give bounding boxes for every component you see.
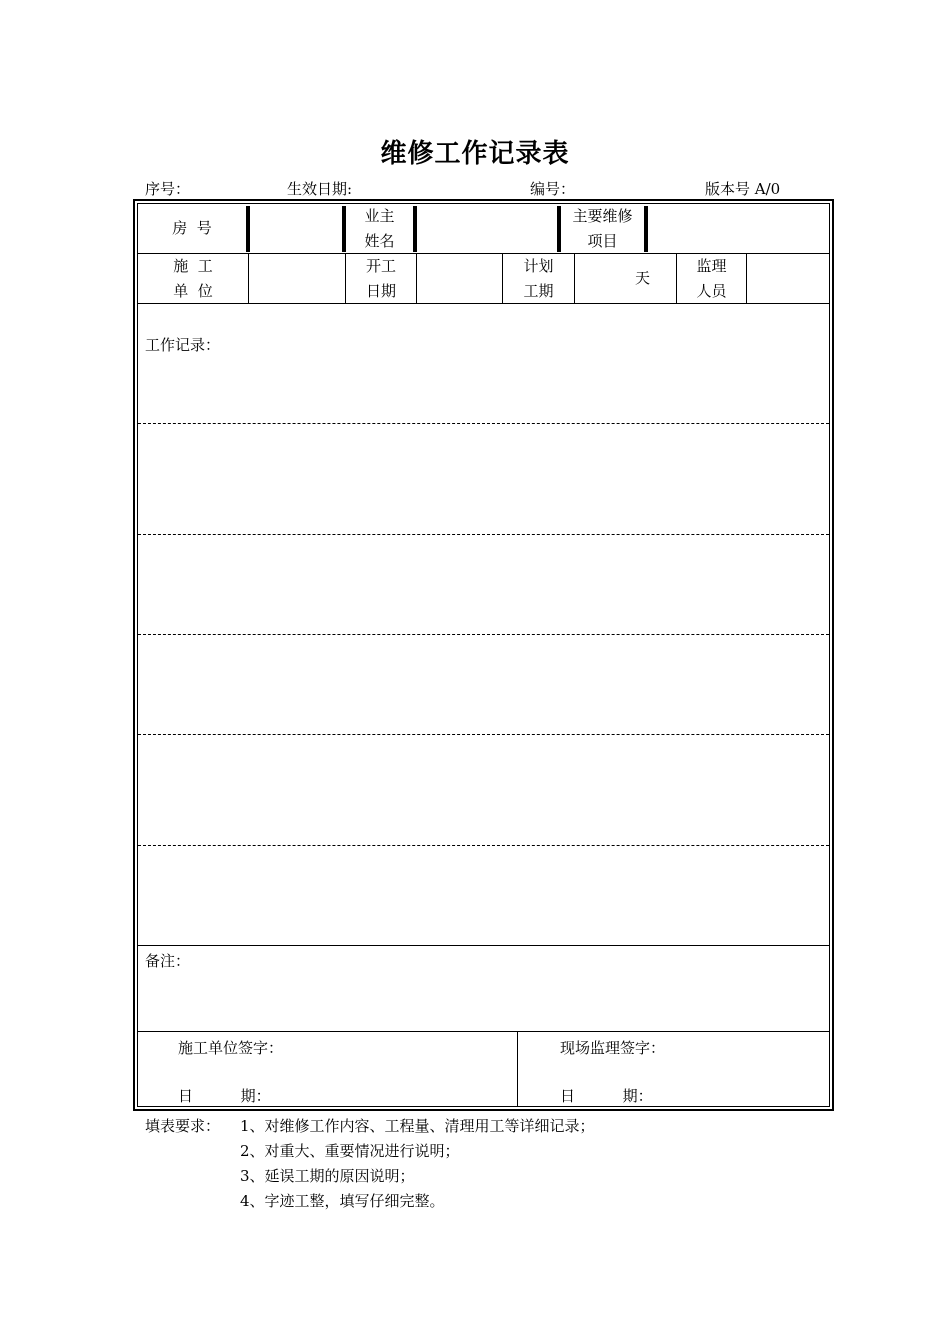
- supervisor-date-label: 日 期：: [560, 1087, 653, 1105]
- instruction-item: 3、延误工期的原因说明；: [240, 1167, 415, 1185]
- row-divider: [137, 945, 830, 946]
- row-divider: [137, 1031, 830, 1032]
- record-line: [138, 734, 829, 735]
- form-table: [137, 203, 830, 1107]
- record-line: [138, 634, 829, 635]
- contractor-date-label: 日 期：: [178, 1087, 271, 1105]
- contractor-unit-label: 施 工 单 位: [173, 256, 213, 300]
- serial-label: 序号：: [145, 180, 191, 198]
- instruction-item: 1、对维修工作内容、工程量、清理用工等详细记录；: [240, 1117, 595, 1135]
- supervisor-field[interactable]: [747, 254, 829, 303]
- room-number-label: 房 号: [172, 219, 212, 237]
- record-line: [138, 534, 829, 535]
- days-unit: 天: [634, 269, 650, 287]
- supervisor-signature-label: 现场监理签字：: [560, 1039, 666, 1057]
- planned-duration-field[interactable]: [575, 254, 676, 303]
- instruction-item: 4、字迹工整，填写仔细完整。: [240, 1192, 445, 1210]
- record-line: [138, 423, 829, 424]
- remarks-label: 备注：: [145, 952, 191, 970]
- record-line: [138, 845, 829, 846]
- work-record-label: 工作记录：: [145, 336, 221, 354]
- planned-duration-label: 计划 工期: [523, 256, 554, 300]
- owner-name-label: 业主 姓名: [364, 206, 395, 250]
- signature-divider: [517, 1031, 518, 1107]
- form-title: 维修工作记录表: [380, 139, 570, 169]
- instruction-item: 2、对重大、重要情况进行说明；: [240, 1142, 460, 1160]
- start-date-label: 开工 日期: [365, 256, 396, 300]
- supervisor-label: 监理 人员: [696, 256, 727, 300]
- effective-date-label: 生效日期:: [287, 180, 353, 198]
- start-date-field[interactable]: [417, 254, 502, 303]
- main-repair-items-label: 主要维修 项目: [572, 206, 633, 250]
- owner-name-field[interactable]: [417, 204, 557, 253]
- contractor-signature-label: 施工单位签字：: [178, 1039, 284, 1057]
- version-label: 版本号 A/0: [705, 180, 781, 198]
- contractor-unit-field[interactable]: [249, 254, 345, 303]
- room-number-field[interactable]: [250, 204, 342, 253]
- instructions-prefix: 填表要求：: [145, 1117, 221, 1135]
- number-label: 编号：: [530, 180, 576, 198]
- main-repair-items-field[interactable]: [648, 204, 829, 253]
